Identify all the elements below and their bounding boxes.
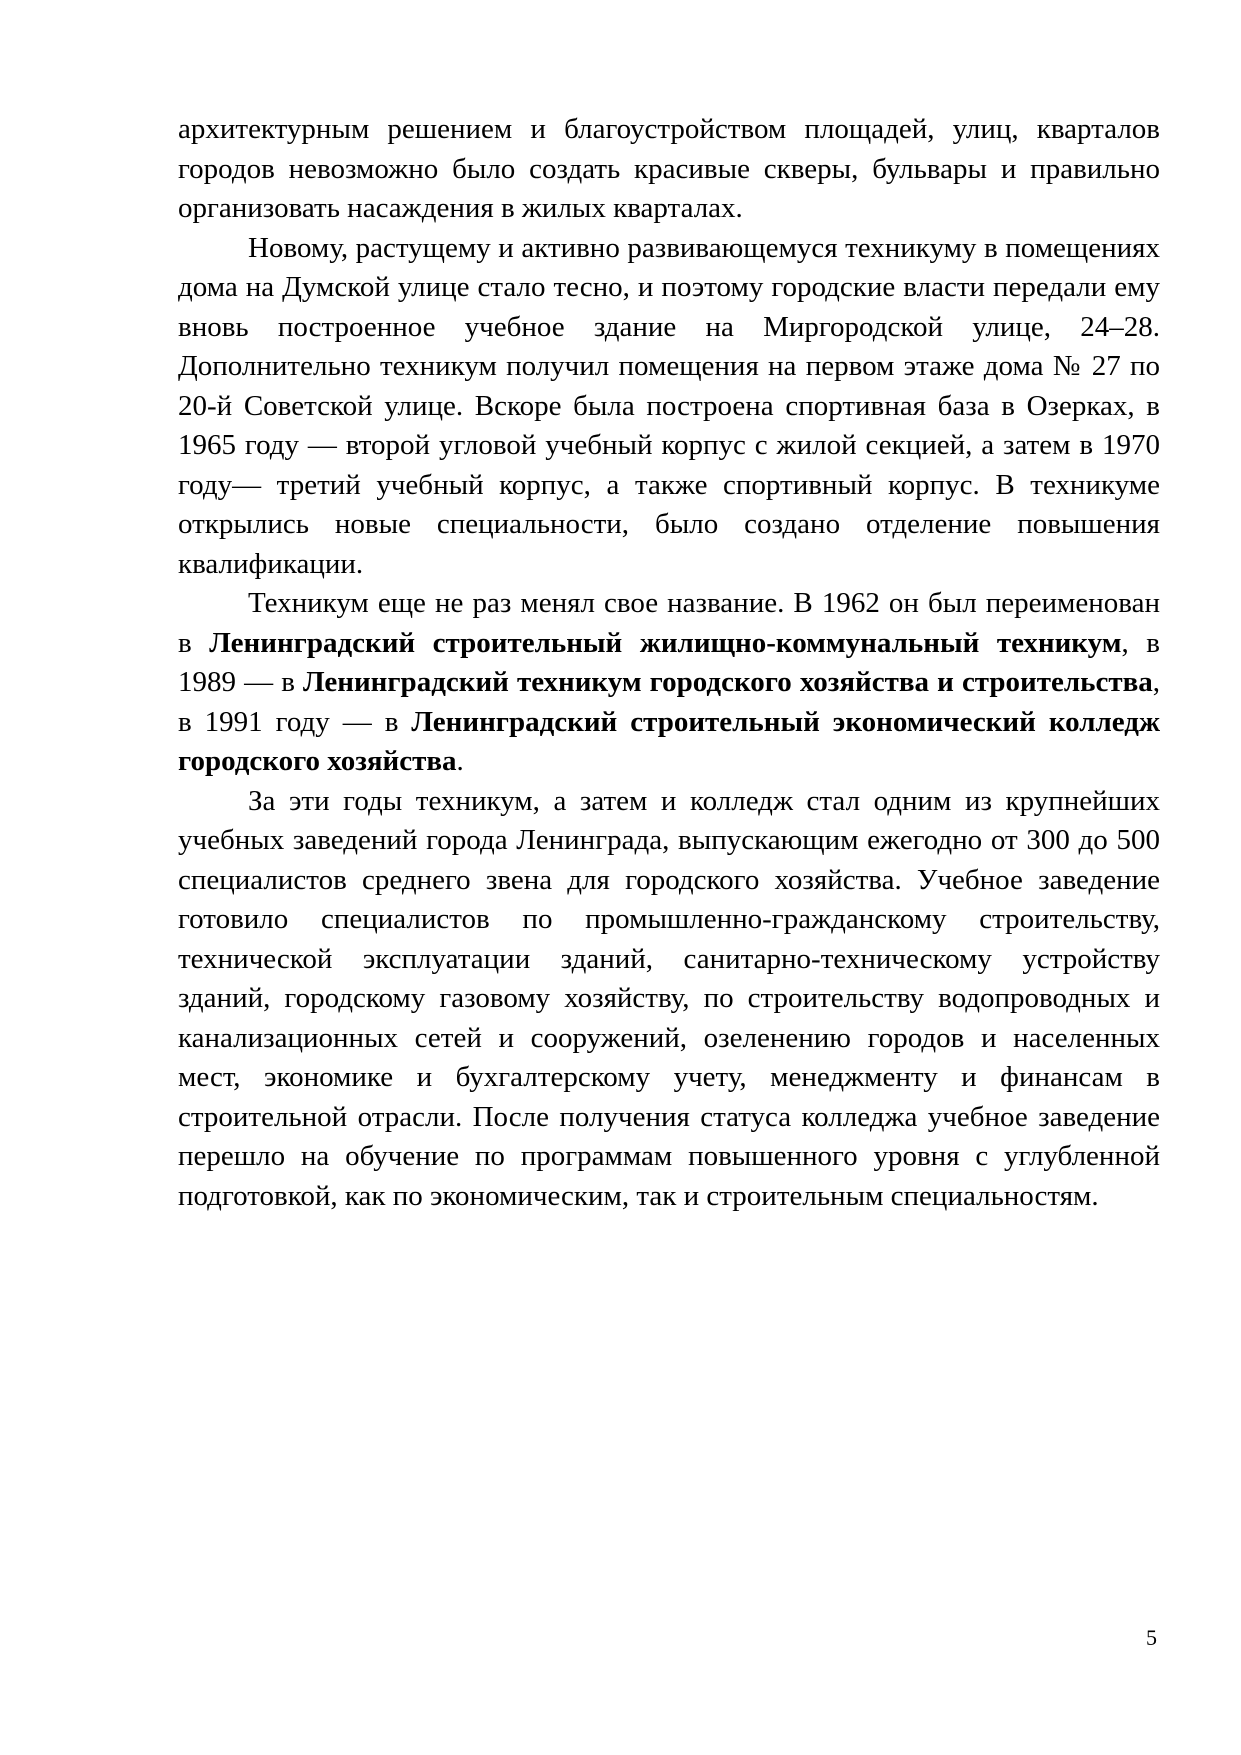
text-run: Новому, растущему и активно развивающемуся техникуму в помещениях дома на Думской улице стало тесно, и поэтому городские власти передали ему вновь построенное учебное здание на Миргородской улице, 24–28. Дополнительно техникум получил помещения на первом этаже дома № 27 по 20-й Советской улице. Вскоре была построена спортивная база в Озерках, в 1965 году — второй угловой учебный корпус с жилой секцией, а затем в 1970 году— третий учебный корпус, а также спортивный корпус. В техникуме открылись новые специальности, было создано отделение повышения квалификации. bbox=[178, 231, 1160, 580]
document-body bbox=[178, 110, 1160, 1216]
bold-text-run: Ленинградский строительный жилищно-коммунальный техникум bbox=[209, 626, 1122, 659]
text-run: архитектурным решением и благоустройством площадей, улиц, кварталов городов невозможно было создать красивые скверы, бульвары и правильно организовать насаждения в жилых кварталах. bbox=[178, 113, 1160, 224]
bold-text-run: Ленинградский техникум городского хозяйства и строительства bbox=[302, 666, 1153, 698]
text-run: Техникум еще не раз менял свое название. В 1962 он был переименован в bbox=[178, 587, 1160, 659]
paragraph-new-building bbox=[178, 229, 1160, 585]
bold-text-run: Ленинградский строительный экономический колледж городского хозяйства bbox=[178, 705, 1160, 777]
text-run: , в 1991 году — в bbox=[178, 666, 1160, 738]
paragraph-specialties bbox=[178, 782, 1160, 1217]
text-run: За эти годы техникум, а затем и колледж стал одним из крупнейших учебных заведений города Ленинграда, выпускающим ежегодно от 300 до 500 специалистов среднего звена для городского хозяйства. Учебное заведение готовило специалистов по промышленно-гражданскому строительству, технической эксплуатации зданий, санитарно-техническому устройству зданий, городскому газовому хозяйству, по строительству водопроводных и канализационных сетей и сооружений, озеленению городов и населенных мест, экономике и бухгалтерскому учету, менеджменту и финансам в строительной отрасли. После получения статуса колледжа учебное заведение перешло на обучение по программам повышенного уровня с углубленной подготовкой, как по экономическим, так и строительным специальностям. bbox=[178, 784, 1160, 1212]
paragraph-renamings bbox=[178, 584, 1160, 782]
text-run: , в 1989 — в bbox=[178, 626, 1160, 698]
paragraph-continuation bbox=[178, 110, 1160, 229]
page-number: 5 bbox=[1146, 1625, 1157, 1650]
text-run: . bbox=[456, 745, 464, 777]
